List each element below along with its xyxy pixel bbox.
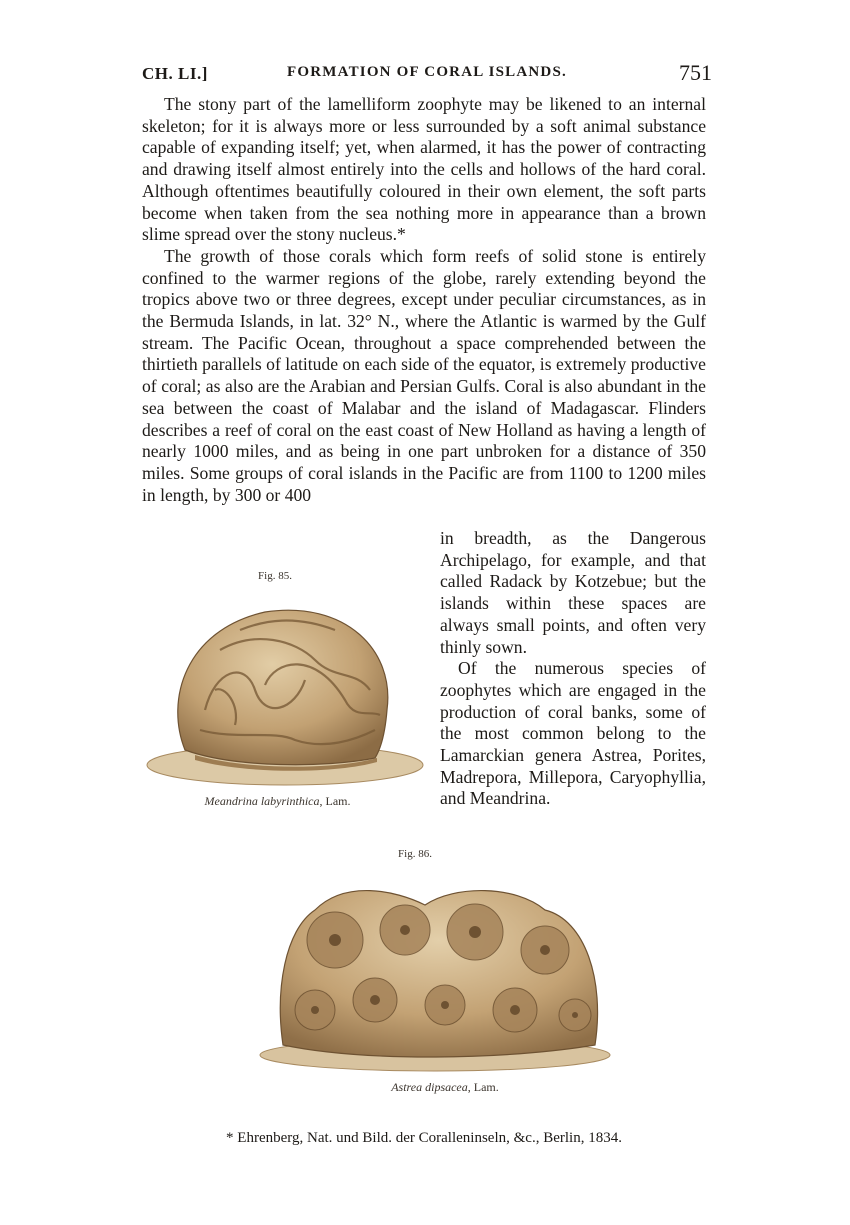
- figure-86: [255, 848, 615, 1098]
- paragraph-2-continued: in breadth, as the Dangerous Archipelago, for example, and that called Radack by Kotzebue; but the islands within these spaces are always small points, and often very thinly sown.: [440, 528, 706, 657]
- page-number: 751: [679, 60, 712, 85]
- paragraph-1: The stony part of the lamelliform zoophyte may be likened to an internal skeleton; for it is always more or less surrounded by a soft animal substance capable of expanding itself; yet, when alarmed, it has the power of contracting and drawing itself almost entirely into the cells and hollows of the hard coral. Although oftentimes beautifully coloured in their own element, the soft parts become when taken from the sea nothing more in appearance than a brown slime spread over the stony nucleus.*: [142, 94, 706, 245]
- figure-85-caption: [145, 794, 410, 809]
- side-column-text: [440, 528, 706, 810]
- paragraph-2: The growth of those corals which form reefs of solid stone is entirely confined to the warmer regions of the globe, rarely extending beyond the tropics above two or three degrees, except under peculiar circumstances, as in the Bermuda Islands, in lat. 32° N., where the Atlantic is warmed by the Gulf stream. The Pacific Ocean, throughout a space comprehended between the thirtieth parallels of latitude on each side of the equator, is extremely productive of coral; as also are the Arabian and Persian Gulfs. Coral is also abundant in the sea between the coast of Malabar and the island of Madagascar. Flinders describes a reef of coral on the east coast of New Holland as having a length of nearly 1000 miles, and as being in one part unbroken for a distance of 350 miles. Some groups of coral islands in the Pacific are from 1100 to 1200 miles in length, by 300 or 400: [142, 245, 706, 505]
- figure-86-caption: [295, 1080, 595, 1095]
- figure-85-species: Meandrina labyrinthica: [204, 794, 320, 808]
- figure-85-label: Fig. 85.: [258, 570, 292, 582]
- figure-86-author: , Lam.: [467, 1080, 499, 1094]
- footnote: * Ehrenberg, Nat. und Bild. der Coralleninseln, &c., Berlin, 1834.: [226, 1130, 622, 1146]
- chapter-title: FORMATION OF CORAL ISLANDS.: [287, 64, 567, 80]
- running-head: [142, 62, 712, 86]
- figure-85: [145, 568, 435, 818]
- meandrina-coral-illustration: [145, 590, 435, 790]
- figure-86-species: Astrea dipsacea: [391, 1080, 468, 1094]
- figure-86-label: Fig. 86.: [398, 848, 432, 860]
- figure-85-author: , Lam.: [319, 794, 351, 808]
- paragraph-3: Of the numerous species of zoophytes which are engaged in the production of coral banks, some of the most common belong to the Lamarckian genera Astrea, Porites, Madrepora, Millepora, Caryophyllia, and Meandrina.: [440, 658, 706, 809]
- main-text: [142, 94, 706, 506]
- chapter-label: CH. LI.]: [142, 64, 208, 83]
- astrea-coral-illustration: [255, 870, 615, 1075]
